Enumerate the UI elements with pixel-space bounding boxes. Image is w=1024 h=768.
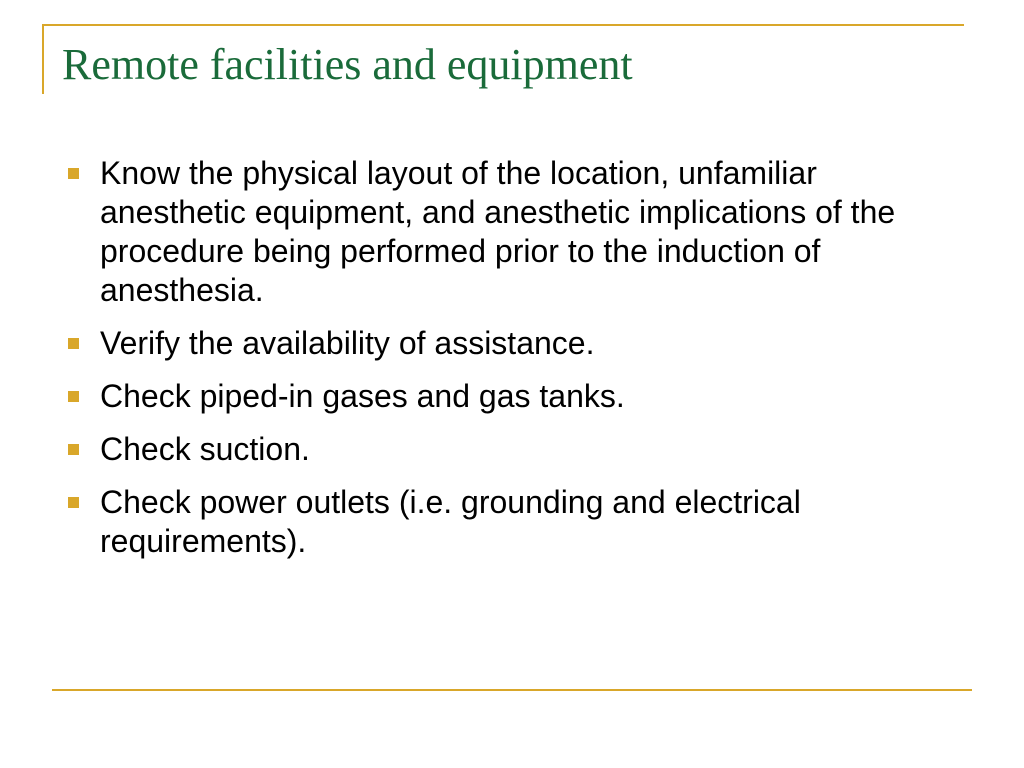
bullet-item-4: [62, 430, 962, 469]
square-bullet-icon: [68, 391, 79, 402]
bullet-text: Check piped-in gases and gas tanks.: [100, 378, 625, 414]
bullet-item-5: [62, 483, 962, 561]
bullet-text: Know the physical layout of the location, unfamiliar anesthetic equipment, and anesthetic implications of the procedure being performed prior to the induction of anesthesia.: [100, 155, 896, 308]
slide-title: Remote facilities and equipment: [62, 40, 633, 89]
bullet-text: Verify the availability of assistance.: [100, 325, 595, 361]
bullet-item-1: [62, 154, 962, 310]
square-bullet-icon: [68, 338, 79, 349]
square-bullet-icon: [68, 444, 79, 455]
square-bullet-icon: [68, 497, 79, 508]
bullet-item-2: [62, 324, 962, 363]
bullet-text: Check suction.: [100, 431, 310, 467]
bottom-rule: [52, 689, 972, 691]
left-frame-line: [42, 24, 44, 94]
top-frame-line: [42, 24, 964, 26]
bullet-text: Check power outlets (i.e. grounding and electrical requirements).: [100, 484, 801, 559]
square-bullet-icon: [68, 168, 79, 179]
bullet-item-3: [62, 377, 962, 416]
bullet-list: [62, 154, 962, 575]
